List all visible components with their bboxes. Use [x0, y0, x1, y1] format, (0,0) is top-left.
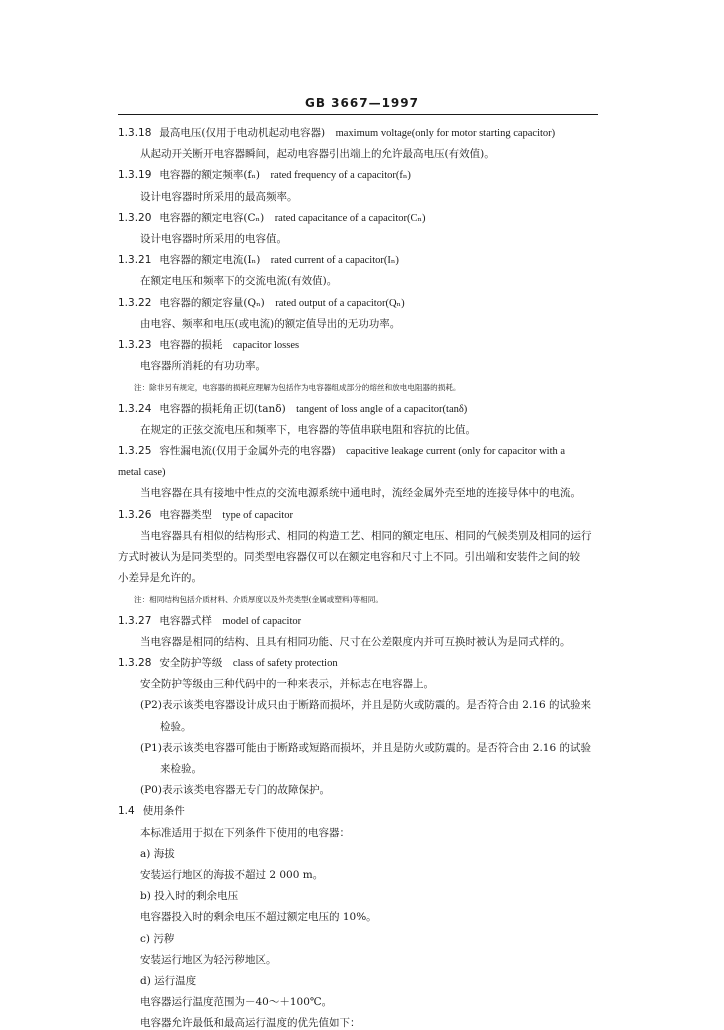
clause-number: 1.3.26	[118, 508, 152, 521]
paragraph-text: 本标准适用于拟在下列条件下使用的电容器：	[140, 826, 350, 839]
paragraph-text: (P1)表示该类电容器可能由于断路或短路而损坏，并且是防火或防震的。是否符合由 2.16 的试验	[140, 741, 591, 754]
clause-heading	[118, 253, 399, 268]
clause-heading	[118, 126, 555, 141]
clause-number: 1.3.20	[118, 211, 152, 224]
paragraph-line	[140, 868, 323, 882]
header-rule	[118, 114, 598, 115]
clause-term: 电容器类型	[159, 508, 212, 521]
clause-heading	[118, 444, 565, 459]
clause-number: 1.3.19	[118, 169, 152, 182]
paragraph-line	[140, 932, 174, 946]
clause-term: 电容器的损耗	[159, 339, 223, 351]
clause-term-english: metal case)	[118, 467, 166, 479]
paragraph-line	[140, 953, 277, 967]
standard-code-header: GB 3667—1997	[305, 96, 419, 110]
paragraph-line	[140, 910, 377, 924]
clause-number: 1.3.18	[118, 127, 152, 139]
clause-number: 1.3.21	[118, 254, 152, 267]
clause-term: 电容器式样	[159, 614, 212, 627]
paragraph-line	[140, 1016, 361, 1030]
paragraph-text: 电容器投入时的剩余电压不超过额定电压的 10%。	[140, 911, 377, 924]
clause-heading	[118, 614, 301, 629]
paragraph-text: 安装运行地区的海拔不超过 2 000 m。	[140, 869, 324, 881]
clause-term: 电容器的损耗角正切(tanδ)	[159, 402, 286, 415]
paragraph-line	[140, 190, 298, 204]
paragraph-line	[140, 423, 476, 437]
clause-number: 1.3.22	[118, 296, 152, 309]
clause-term: 容性漏电流(仅用于金属外壳的电容器)	[159, 445, 336, 457]
paragraph-text: 当电容器具有相似的结构形式、相同的构造工艺、相同的额定电压、相同的气候类别及相同的运行	[140, 529, 592, 542]
paragraph-text: 设计电容器时所采用的最高频率。	[140, 190, 298, 203]
clause-term: 使用条件	[142, 805, 185, 818]
clause-number: 1.4	[118, 805, 135, 818]
paragraph-line	[140, 698, 591, 712]
paragraph-line	[140, 783, 330, 797]
clause-heading	[118, 804, 185, 818]
paragraph-text: 从起动开关断开电容器瞬间，起动电容器引出端上的允许最高电压(有效值)。	[140, 148, 495, 161]
paragraph-line	[140, 274, 337, 288]
paragraph-line	[140, 889, 238, 903]
clause-term-english: rated output of a capacitor(Qₙ)	[275, 297, 405, 309]
clause-term: 安全防护等级	[159, 657, 223, 669]
clause-term: 电容器的额定容量(Qₙ)	[159, 296, 265, 309]
clause-heading	[118, 296, 405, 311]
clause-term-english: capacitor losses	[232, 340, 300, 351]
paragraph-text: 方式时被认为是同类型的。同类型电容器仅可以在额定电容和尺寸上不同。引出端和安装件之间的较	[118, 551, 580, 563]
paragraph-text: b) 投入时的剩余电压	[140, 890, 239, 903]
paragraph-text: 小差异是允许的。	[118, 572, 202, 585]
note-line	[134, 380, 461, 395]
paragraph-line	[140, 529, 592, 543]
paragraph-continuation	[118, 571, 202, 585]
paragraph-text: c) 污秽	[140, 932, 175, 945]
clause-number: 1.3.28	[118, 657, 152, 669]
clause-number: 1.3.24	[118, 402, 152, 415]
paragraph-text: 电容器运行温度范围为－40～＋100℃。	[140, 996, 333, 1009]
note-text: 注：相同结构包括介质材料、介质厚度以及外壳类型(金属或塑料)等相同。	[134, 595, 383, 605]
clause-term-english: maximum voltage(only for motor starting capacitor)	[335, 128, 556, 139]
paragraph-text: 安装运行地区为轻污秽地区。	[140, 953, 277, 966]
paragraph-continuation	[118, 550, 580, 564]
paragraph-line	[140, 486, 581, 500]
paragraph-line	[140, 232, 287, 246]
clause-number: 1.3.23	[118, 339, 152, 351]
paragraph-line	[140, 826, 350, 840]
paragraph-line	[140, 635, 571, 649]
clause-term-english: class of safety protection	[232, 658, 338, 669]
clause-term: 最高电压(仅用于电动机起动电容器)	[159, 127, 326, 139]
paragraph-text: a) 海拔	[140, 847, 175, 860]
clause-heading	[118, 338, 299, 353]
paragraph-text: 设计电容器时所采用的电容值。	[140, 233, 287, 245]
paragraph-line	[140, 974, 196, 988]
paragraph-line	[140, 147, 495, 161]
paragraph-line	[140, 847, 175, 861]
clause-term-english: rated capacitance of a capacitor(Cₙ)	[274, 212, 426, 224]
paragraph-line	[140, 677, 434, 691]
paragraph-line	[140, 995, 332, 1009]
paragraph-text: 检验。	[160, 720, 192, 733]
paragraph-line	[140, 359, 266, 373]
clause-term: 电容器的额定电流(Iₙ)	[159, 254, 261, 267]
clause-heading	[118, 211, 426, 226]
clause-heading	[118, 656, 338, 671]
clause-heading	[118, 508, 293, 523]
clause-heading	[118, 168, 411, 183]
clause-term-english: model of capacitor	[222, 615, 302, 627]
paragraph-line	[140, 741, 591, 755]
paragraph-text: d) 运行温度	[140, 975, 197, 987]
paragraph-text: 电容器允许最低和最高运行温度的优先值如下：	[140, 1017, 361, 1030]
paragraph-text: 在额定电压和频率下的交流电流(有效值)。	[140, 275, 338, 288]
note-text: 注：除非另有规定，电容器的损耗应理解为包括作为电容器组成部分的熔丝和放电电阻器的损耗。	[134, 383, 461, 393]
clause-term-english: tangent of loss angle of a capacitor(tanδ)	[296, 403, 468, 415]
clause-term-english: type of capacitor	[222, 509, 293, 521]
note-line	[134, 592, 383, 607]
clause-term: 电容器的额定电容(Cₙ)	[159, 211, 265, 224]
paragraph-text: 安全防护等级由三种代码中的一种来表示，并标志在电容器上。	[140, 678, 434, 691]
paragraph-text: 当电容器是相同的结构、且具有相同功能、尺寸在公差限度内并可互换时被认为是同式样的。	[140, 635, 571, 648]
paragraph-text: 在规定的正弦交流电压和频率下，电容器的等值串联电阻和容抗的比值。	[140, 423, 476, 436]
paragraph-line	[140, 317, 400, 331]
paragraph-text: 来检验。	[160, 763, 202, 775]
paragraph-text: (P0)表示该类电容器无专门的故障保护。	[140, 784, 330, 797]
paragraph-text: 由电容、频率和电压(或电流)的额定值导出的无功功率。	[140, 317, 401, 330]
english-continuation	[118, 465, 166, 480]
clause-term-english: rated frequency of a capacitor(fₙ)	[270, 170, 411, 182]
hanging-line	[160, 720, 192, 734]
clause-heading	[118, 402, 467, 417]
paragraph-text: (P2)表示该类电容器设计成只由于断路而损坏，并且是防火或防震的。是否符合由 2.16 的试验来	[140, 699, 591, 712]
paragraph-text: 当电容器在具有接地中性点的交流电源系统中通电时，流经金属外壳至地的连接导体中的电流。	[140, 487, 581, 500]
clause-number: 1.3.25	[118, 445, 152, 457]
clause-number: 1.3.27	[118, 614, 152, 627]
hanging-line	[160, 762, 202, 776]
clause-term-english: capacitive leakage current (only for capacitor with a	[346, 446, 566, 457]
paragraph-text: 电容器所消耗的有功功率。	[140, 360, 266, 373]
clause-term: 电容器的额定频率(fₙ)	[159, 169, 261, 182]
clause-term-english: rated current of a capacitor(Iₙ)	[270, 255, 399, 267]
